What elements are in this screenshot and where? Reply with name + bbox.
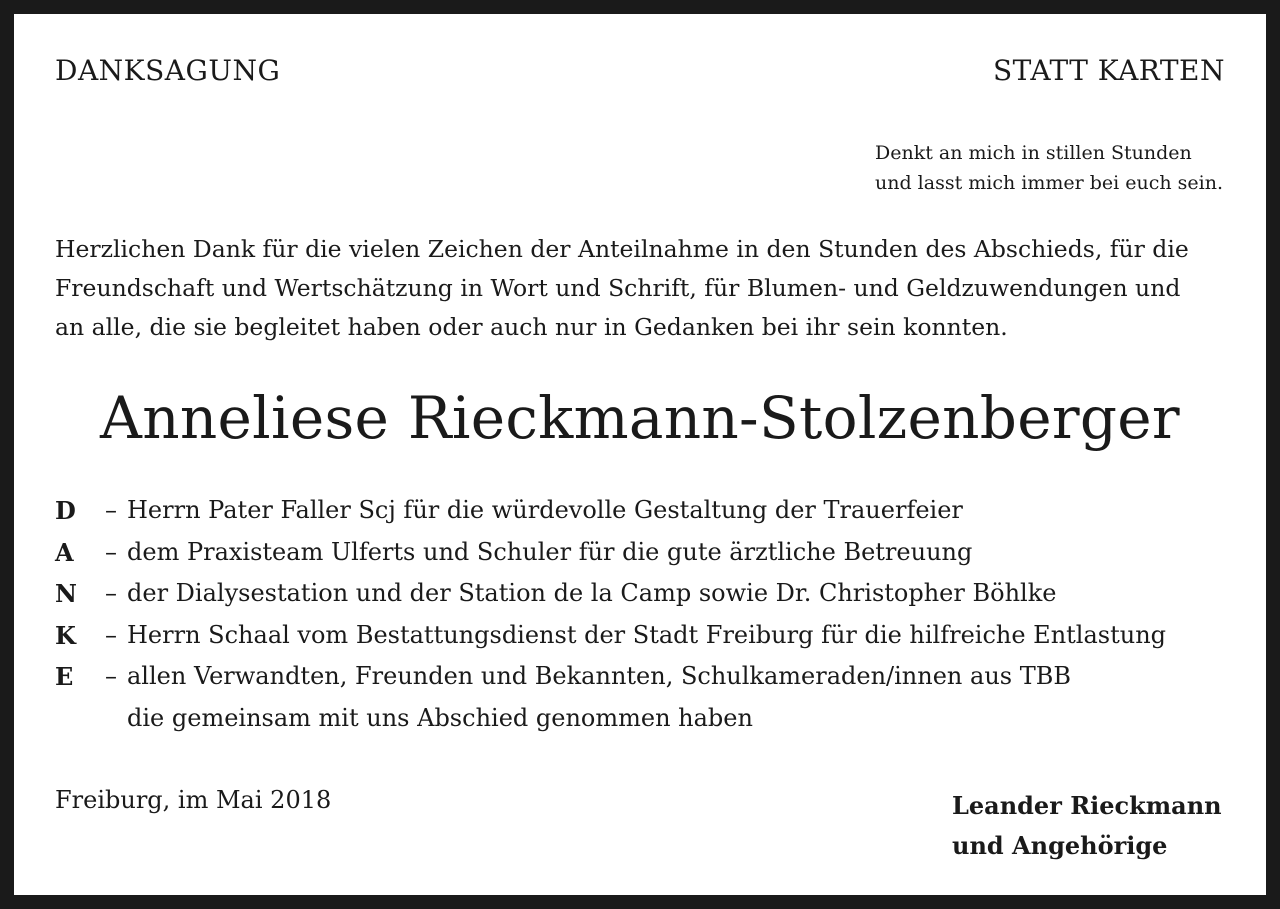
verse-line: Denkt an mich in stillen Stunden	[874, 142, 1192, 164]
heading-danksagung: DANKSAGUNG	[55, 54, 281, 87]
thank-you-paragraph	[55, 230, 1189, 347]
deceased-name: Anneliese Rieckmann-Stolzenberger	[100, 384, 1180, 452]
danke-text: Herrn Schaal vom Bestattungsdienst der Stadt Freiburg für die hilfreiche Entlastung	[127, 620, 1167, 649]
paragraph-line: an alle, die sie begleitet haben oder auch nur in Gedanken bei ihr sein konnten.	[55, 313, 1008, 341]
danke-letter: D	[55, 496, 76, 525]
danke-dash: –	[105, 496, 117, 524]
danke-text: allen Verwandten, Freunden und Bekannten, Schulkameraden/innen aus TBB	[127, 662, 1072, 690]
heading-statt-karten: STATT KARTEN	[993, 54, 1225, 87]
danke-dash: –	[105, 662, 117, 690]
danke-continuation: die gemeinsam mit uns Abschied genommen haben	[127, 703, 753, 732]
danke-item	[55, 490, 1166, 532]
paragraph-line: Herzlichen Dank für die vielen Zeichen der Anteilnahme in den Stunden des Abschieds, für die	[55, 235, 1189, 263]
danke-dash: –	[105, 537, 117, 566]
danke-text: dem Praxisteam Ulferts und Schuler für die gute ärztliche Betreuung	[127, 537, 973, 566]
danke-letter: N	[55, 579, 77, 608]
danke-letter: E	[55, 662, 74, 691]
danke-item	[55, 615, 1166, 657]
danke-item	[55, 656, 1166, 698]
danke-text: Herrn Pater Faller Scj für die würdevolle Gestaltung der Trauerfeier	[127, 496, 963, 524]
danke-dash: –	[105, 579, 117, 607]
signature	[952, 786, 1222, 866]
danke-item	[55, 573, 1166, 615]
danke-dash: –	[105, 620, 117, 649]
memorial-verse	[875, 138, 1223, 198]
danke-letter: A	[55, 537, 74, 567]
signature-line: und Angehörige	[952, 831, 1168, 860]
danke-list	[55, 490, 1166, 739]
verse-line: und lasst mich immer bei euch sein.	[874, 172, 1223, 194]
signature-line: Leander Rieckmann	[952, 791, 1222, 820]
danke-letter: K	[55, 620, 76, 650]
place-date: Freiburg, im Mai 2018	[55, 786, 332, 814]
obituary-card	[14, 14, 1266, 895]
danke-item	[55, 532, 1166, 574]
danke-text: der Dialysestation und der Station de la Camp sowie Dr. Christopher Böhlke	[127, 579, 1057, 607]
paragraph-line: Freundschaft und Wertschätzung in Wort und Schrift, für Blumen- und Geldzuwendungen und	[55, 274, 1181, 302]
